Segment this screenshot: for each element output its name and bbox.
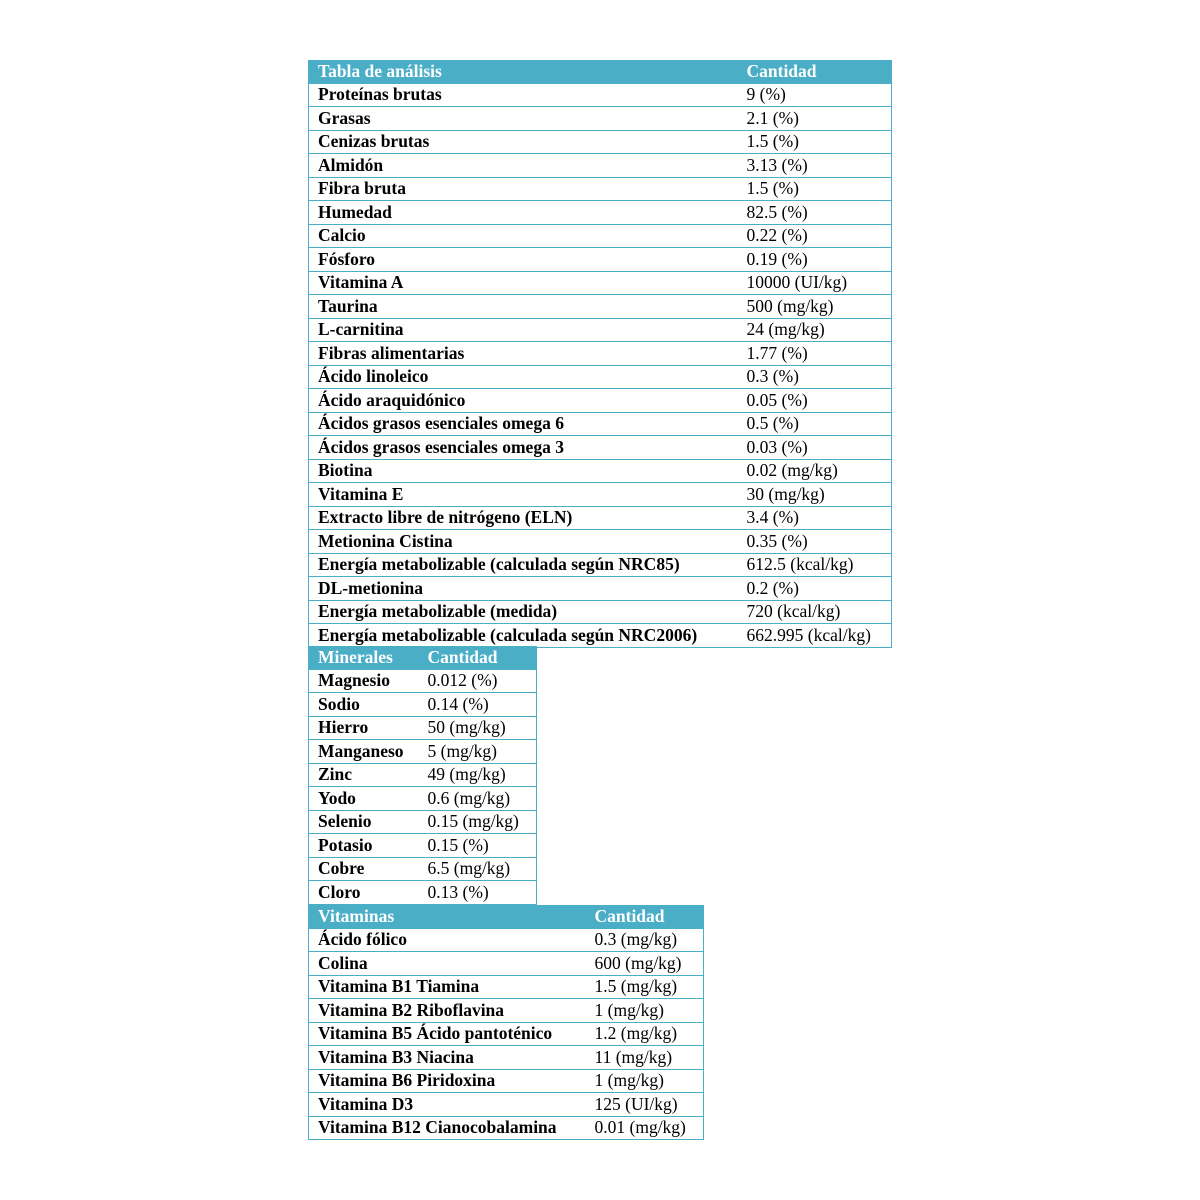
table-row xyxy=(309,716,537,740)
table-row xyxy=(309,483,892,507)
nutrient-name: Fibras alimentarias xyxy=(309,342,738,366)
nutrient-amount: 49 (mg/kg) xyxy=(419,763,537,787)
table-row xyxy=(309,1022,704,1046)
table-row xyxy=(309,834,537,858)
table-row xyxy=(309,624,892,648)
column-header-amount: Cantidad xyxy=(419,646,537,669)
nutrient-name: Vitamina B1 Tiamina xyxy=(309,975,586,999)
nutrient-amount: 82.5 (%) xyxy=(738,201,892,225)
table-row xyxy=(309,1046,704,1070)
nutrient-amount: 0.3 (%) xyxy=(738,365,892,389)
table-row xyxy=(309,1069,704,1093)
nutrient-name: DL-metionina xyxy=(309,577,738,601)
nutrient-amount: 24 (mg/kg) xyxy=(738,318,892,342)
nutrient-name: Fósforo xyxy=(309,248,738,272)
table-row xyxy=(309,763,537,787)
nutrient-amount: 10000 (UI/kg) xyxy=(738,271,892,295)
nutrient-name: Vitamina B12 Cianocobalamina xyxy=(309,1116,586,1140)
nutrient-amount: 0.19 (%) xyxy=(738,248,892,272)
table-header-row xyxy=(309,905,704,928)
nutrient-name: Potasio xyxy=(309,834,419,858)
table-row xyxy=(309,1093,704,1117)
nutrient-amount: 125 (UI/kg) xyxy=(586,1093,704,1117)
table-row xyxy=(309,107,892,131)
table-row xyxy=(309,271,892,295)
table-row xyxy=(309,810,537,834)
nutrient-amount: 50 (mg/kg) xyxy=(419,716,537,740)
nutrient-name: Magnesio xyxy=(309,669,419,693)
vitamins-table xyxy=(308,905,704,1140)
nutrient-name: Vitamina B3 Niacina xyxy=(309,1046,586,1070)
nutrient-amount: 0.3 (mg/kg) xyxy=(586,928,704,952)
nutrient-name: Energía metabolizable (calculada según NRC2006) xyxy=(309,624,738,648)
nutrient-name: Ácido linoleico xyxy=(309,365,738,389)
table-row xyxy=(309,577,892,601)
table-row xyxy=(309,177,892,201)
nutrient-name: Proteínas brutas xyxy=(309,83,738,107)
table-row xyxy=(309,999,704,1023)
nutrient-amount: 3.13 (%) xyxy=(738,154,892,178)
table-row xyxy=(309,787,537,811)
nutrient-amount: 612.5 (kcal/kg) xyxy=(738,553,892,577)
table-row xyxy=(309,83,892,107)
nutrient-name: Cobre xyxy=(309,857,419,881)
table-row xyxy=(309,389,892,413)
nutrient-amount: 0.2 (%) xyxy=(738,577,892,601)
table-row xyxy=(309,952,704,976)
table-row xyxy=(309,857,537,881)
table-row xyxy=(309,881,537,905)
nutrient-name: Manganeso xyxy=(309,740,419,764)
nutrient-name: Zinc xyxy=(309,763,419,787)
nutrient-name: Almidón xyxy=(309,154,738,178)
nutrient-name: Biotina xyxy=(309,459,738,483)
nutrient-amount: 1.5 (%) xyxy=(738,130,892,154)
table-row xyxy=(309,365,892,389)
nutrient-name: Vitamina B6 Piridoxina xyxy=(309,1069,586,1093)
minerals-table xyxy=(308,646,537,905)
column-header-nutrient: Tabla de análisis xyxy=(309,60,738,83)
nutrient-name: Yodo xyxy=(309,787,419,811)
table-row xyxy=(309,459,892,483)
nutrient-amount: 0.22 (%) xyxy=(738,224,892,248)
table-row xyxy=(309,669,537,693)
nutrient-amount: 662.995 (kcal/kg) xyxy=(738,624,892,648)
nutrient-name: Selenio xyxy=(309,810,419,834)
table-row xyxy=(309,530,892,554)
nutrient-amount: 0.6 (mg/kg) xyxy=(419,787,537,811)
nutrient-name: Vitamina A xyxy=(309,271,738,295)
nutrient-name: Energía metabolizable (medida) xyxy=(309,600,738,624)
table-row xyxy=(309,342,892,366)
nutrient-name: Colina xyxy=(309,952,586,976)
nutrient-amount: 0.03 (%) xyxy=(738,436,892,460)
nutrient-amount: 0.13 (%) xyxy=(419,881,537,905)
table-row xyxy=(309,412,892,436)
table-row xyxy=(309,1116,704,1140)
table-row xyxy=(309,224,892,248)
nutrient-amount: 0.35 (%) xyxy=(738,530,892,554)
nutrient-name: Ácido fólico xyxy=(309,928,586,952)
table-row xyxy=(309,506,892,530)
table-row xyxy=(309,295,892,319)
nutrient-name: Grasas xyxy=(309,107,738,131)
nutrient-amount: 0.05 (%) xyxy=(738,389,892,413)
table-header-row xyxy=(309,60,892,83)
table-row xyxy=(309,248,892,272)
nutrient-amount: 1 (mg/kg) xyxy=(586,999,704,1023)
nutrient-amount: 0.14 (%) xyxy=(419,693,537,717)
nutrient-amount: 0.15 (%) xyxy=(419,834,537,858)
table-row xyxy=(309,975,704,999)
nutrient-name: Extracto libre de nitrógeno (ELN) xyxy=(309,506,738,530)
nutrient-name: Energía metabolizable (calculada según NRC85) xyxy=(309,553,738,577)
nutrient-name: Sodio xyxy=(309,693,419,717)
table-row xyxy=(309,600,892,624)
table-header-row xyxy=(309,646,537,669)
nutrient-name: Vitamina E xyxy=(309,483,738,507)
nutrient-amount: 500 (mg/kg) xyxy=(738,295,892,319)
table-row xyxy=(309,130,892,154)
table-row xyxy=(309,436,892,460)
nutrient-name: L-carnitina xyxy=(309,318,738,342)
column-header-amount: Cantidad xyxy=(738,60,892,83)
nutrient-name: Vitamina B2 Riboflavina xyxy=(309,999,586,1023)
column-header-amount: Cantidad xyxy=(586,905,704,928)
nutrient-amount: 1 (mg/kg) xyxy=(586,1069,704,1093)
nutrient-amount: 6.5 (mg/kg) xyxy=(419,857,537,881)
nutrient-name: Vitamina D3 xyxy=(309,1093,586,1117)
nutrient-name: Cenizas brutas xyxy=(309,130,738,154)
column-header-mineral: Minerales xyxy=(309,646,419,669)
nutrient-amount: 11 (mg/kg) xyxy=(586,1046,704,1070)
nutrient-amount: 3.4 (%) xyxy=(738,506,892,530)
table-row xyxy=(309,740,537,764)
nutrient-amount: 2.1 (%) xyxy=(738,107,892,131)
table-row xyxy=(309,154,892,178)
nutrient-amount: 0.15 (mg/kg) xyxy=(419,810,537,834)
nutrient-name: Ácidos grasos esenciales omega 6 xyxy=(309,412,738,436)
nutrient-name: Calcio xyxy=(309,224,738,248)
nutrient-name: Hierro xyxy=(309,716,419,740)
table-row xyxy=(309,553,892,577)
nutrient-name: Taurina xyxy=(309,295,738,319)
nutrient-amount: 720 (kcal/kg) xyxy=(738,600,892,624)
nutrient-name: Ácidos grasos esenciales omega 3 xyxy=(309,436,738,460)
nutrient-amount: 1.77 (%) xyxy=(738,342,892,366)
table-row xyxy=(309,693,537,717)
nutrient-amount: 0.02 (mg/kg) xyxy=(738,459,892,483)
nutrient-name: Humedad xyxy=(309,201,738,225)
nutrient-amount: 9 (%) xyxy=(738,83,892,107)
nutrient-amount: 0.012 (%) xyxy=(419,669,537,693)
nutrient-amount: 5 (mg/kg) xyxy=(419,740,537,764)
nutrient-name: Cloro xyxy=(309,881,419,905)
nutrient-amount: 1.2 (mg/kg) xyxy=(586,1022,704,1046)
column-header-vitamin: Vitaminas xyxy=(309,905,586,928)
nutrient-amount: 0.5 (%) xyxy=(738,412,892,436)
nutrient-amount: 30 (mg/kg) xyxy=(738,483,892,507)
table-row xyxy=(309,201,892,225)
nutrient-name: Metionina Cistina xyxy=(309,530,738,554)
nutrient-amount: 1.5 (mg/kg) xyxy=(586,975,704,999)
nutrient-name: Ácido araquidónico xyxy=(309,389,738,413)
nutrient-name: Vitamina B5 Ácido pantoténico xyxy=(309,1022,586,1046)
nutrient-name: Fibra bruta xyxy=(309,177,738,201)
analysis-table xyxy=(308,60,892,648)
nutrient-amount: 600 (mg/kg) xyxy=(586,952,704,976)
table-row xyxy=(309,928,704,952)
nutrient-amount: 1.5 (%) xyxy=(738,177,892,201)
nutrient-amount: 0.01 (mg/kg) xyxy=(586,1116,704,1140)
table-row xyxy=(309,318,892,342)
